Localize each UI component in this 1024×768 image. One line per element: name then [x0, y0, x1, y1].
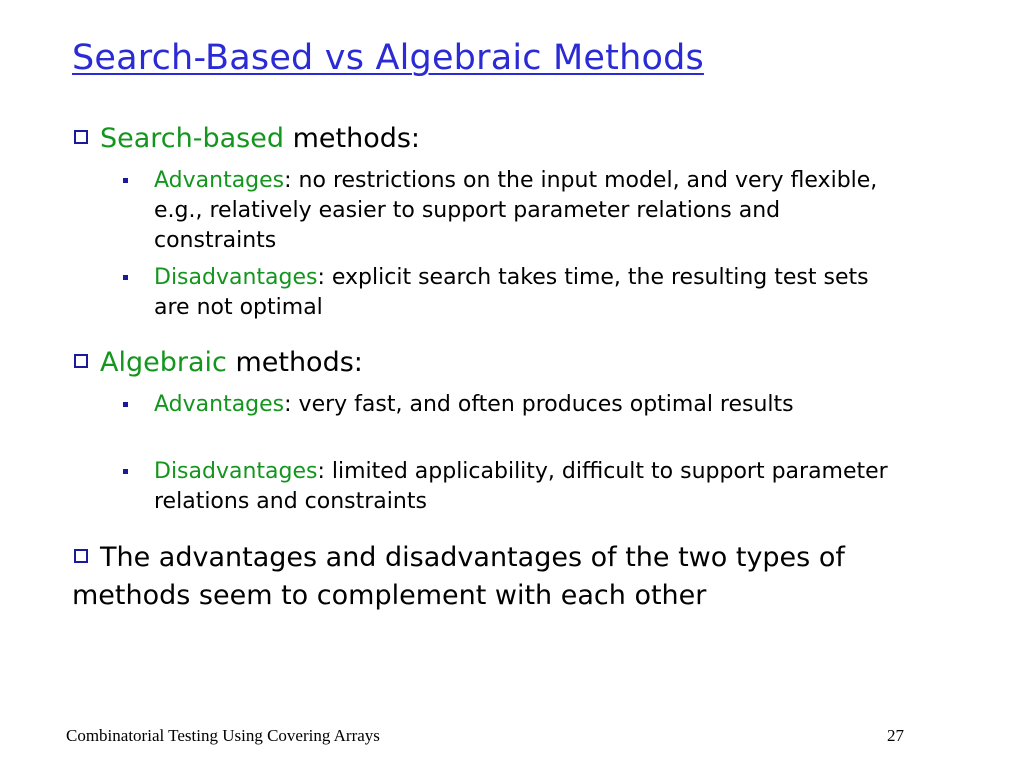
item-text: : explicit search takes time, the resulting test sets are not optimal: [154, 265, 869, 320]
item-text: : limited applicability, difficult to support parameter relations and constraints: [154, 459, 888, 514]
square-bullet-icon: [123, 178, 128, 183]
section-keyword: Algebraic: [100, 347, 227, 378]
square-bullet-icon: [123, 275, 128, 280]
footer-title: Combinatorial Testing Using Covering Arrays: [66, 726, 380, 745]
conclusion-text: The advantages and disadvantages of the two types of methods seem to complement with each other: [72, 542, 845, 611]
checkbox-bullet-icon: [74, 354, 88, 368]
section-algebraic: [72, 345, 912, 381]
item-text: : very fast, and often produces optimal results: [284, 392, 794, 417]
list-item: [123, 166, 903, 256]
list-item: [123, 457, 903, 517]
item-label: Advantages: [154, 392, 285, 417]
section-keyword: Search-based: [100, 123, 285, 154]
square-bullet-icon: [123, 402, 128, 407]
section-heading-text: methods:: [226, 347, 363, 378]
section-search-based: [72, 121, 912, 157]
conclusion: [72, 539, 872, 615]
section-heading-text: methods:: [284, 123, 421, 154]
checkbox-bullet-icon: [74, 130, 88, 144]
item-text: : no restrictions on the input model, and very flexible, e.g., relatively easier to support parameter relations and constraints: [154, 168, 878, 253]
item-label: Disadvantages: [154, 265, 318, 290]
item-label: Advantages: [154, 168, 285, 193]
page-number: 27: [887, 726, 904, 745]
list-item: [123, 390, 903, 420]
square-bullet-icon: [123, 469, 128, 474]
item-label: Disadvantages: [154, 459, 318, 484]
slide-title: Search-Based vs Algebraic Methods: [72, 38, 704, 78]
checkbox-bullet-icon: [74, 549, 88, 563]
list-item: [123, 263, 903, 323]
